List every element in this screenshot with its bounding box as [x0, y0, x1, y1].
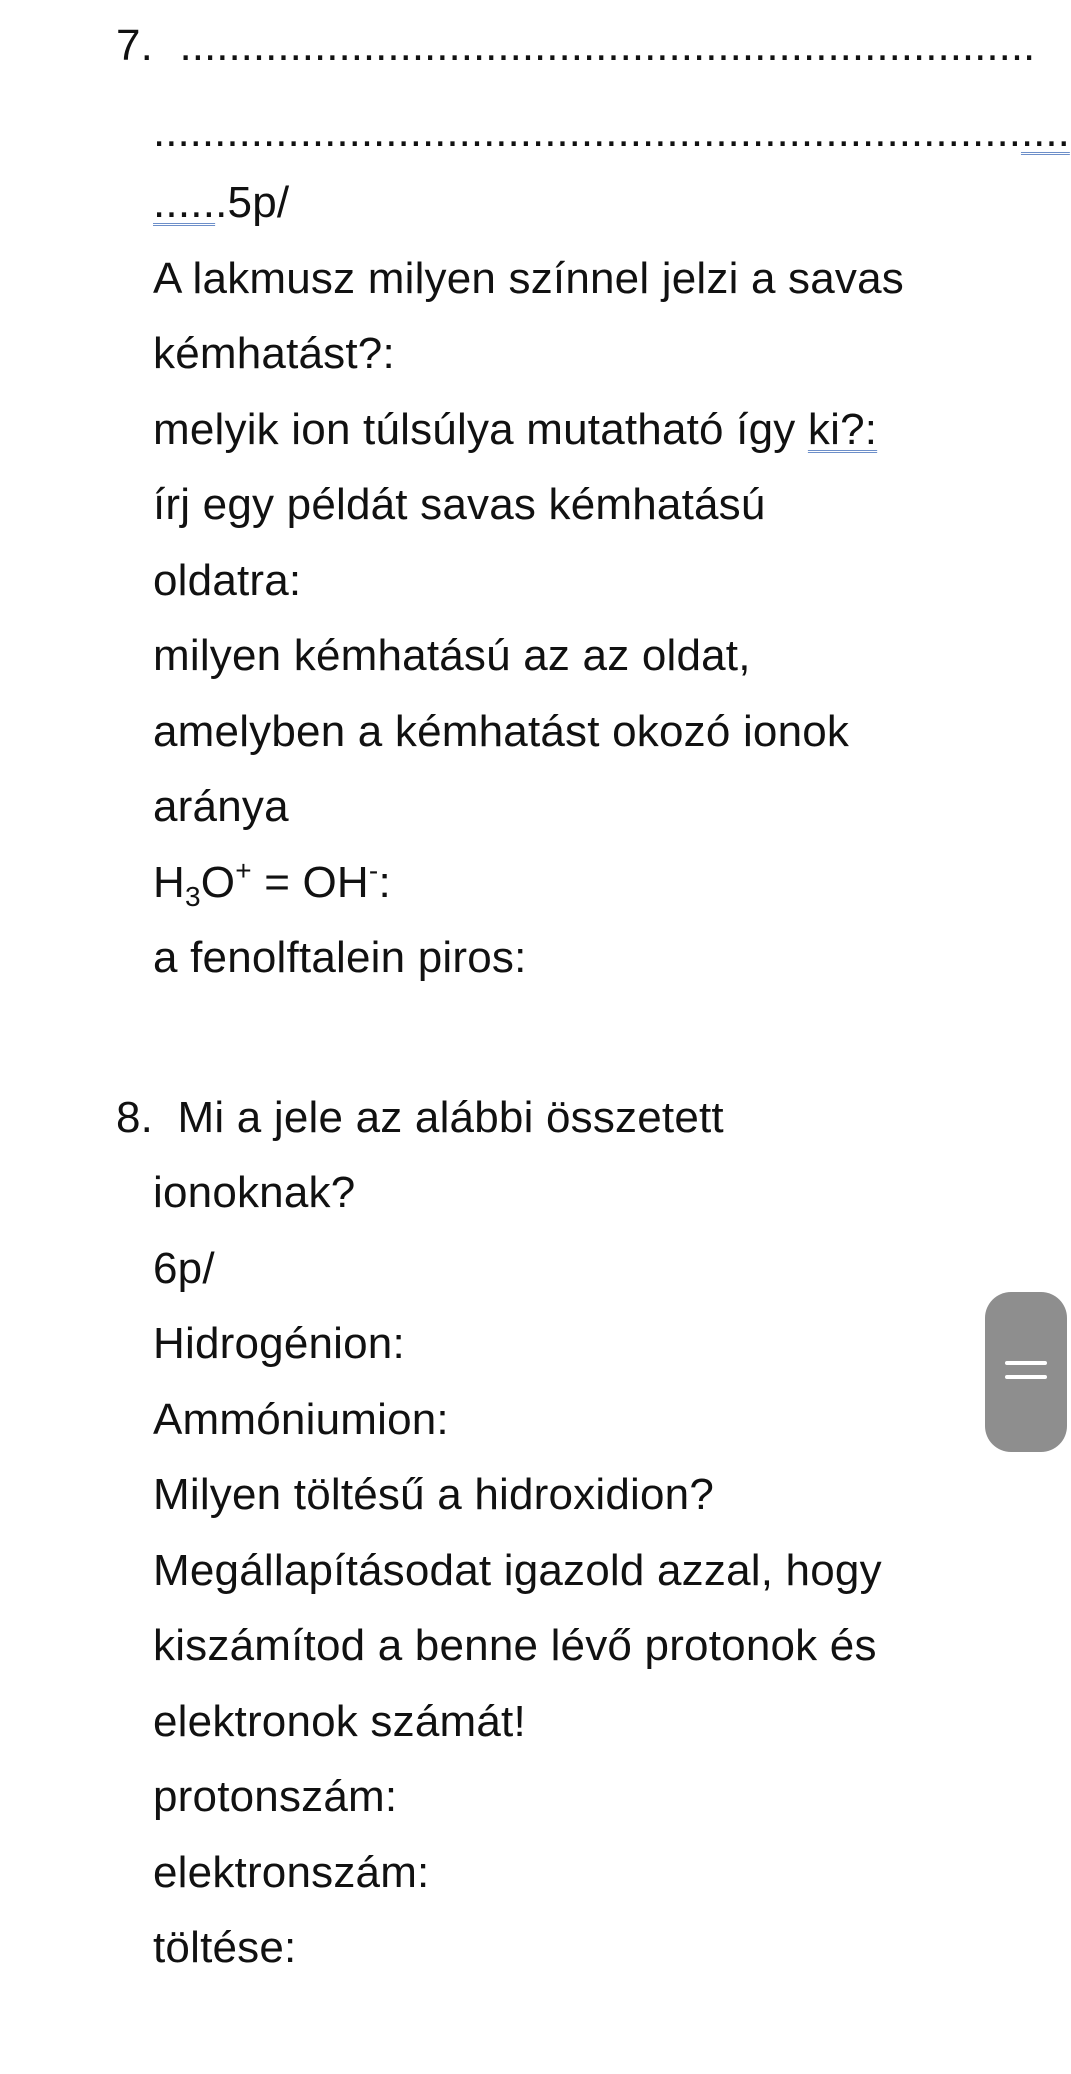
drag-handle-icon: [1005, 1361, 1047, 1365]
question-7-line: a fenolftalein piros:: [153, 933, 527, 982]
question-8-line: protonszám:: [153, 1772, 398, 1821]
question-8-line: elektronok számát!: [153, 1697, 526, 1746]
question-8-points: 6p/: [153, 1244, 215, 1293]
question-8-line: elektronszám:: [153, 1848, 430, 1897]
question-7-dots-line-1: ......................................................................: [179, 21, 1036, 70]
question-7-line: A lakmusz milyen színnel jelzi a savas: [153, 254, 905, 303]
question-7-line: kémhatást?:: [153, 329, 395, 378]
question-7-points: ......5p/: [153, 178, 290, 227]
question-7-ion-line: melyik ion túlsúlya mutatható így ki?:: [153, 405, 878, 454]
question-7-line: milyen kémhatású az az oldat,: [153, 631, 751, 680]
ion-ratio-formula: $H_3O^+ = OH^-$:: [153, 855, 391, 912]
question-8-line: ionoknak?: [153, 1168, 356, 1217]
question-7-line: oldatra:: [153, 556, 302, 605]
question-8-line: kiszámítod a benne lévő protonok és: [153, 1621, 877, 1670]
question-7-dots-line-2: ...........................................................................: [153, 107, 1070, 156]
question-8-line: töltése:: [153, 1923, 297, 1972]
question-7-line: amelyben a kémhatást okozó ionok: [153, 707, 850, 756]
question-8-number: 8.: [116, 1093, 154, 1142]
question-8-line: Hidrogénion:: [153, 1319, 405, 1368]
question-8-line: Megállapításodat igazold azzal, hogy: [153, 1546, 882, 1595]
scroll-drag-handle[interactable]: [985, 1292, 1067, 1452]
drag-handle-icon: [1005, 1375, 1047, 1379]
question-8-title: Mi a jele az alábbi összetett: [177, 1093, 724, 1142]
question-7-number: 7.: [116, 21, 154, 70]
question-8-line: Ammóniumion:: [153, 1395, 449, 1444]
question-7-line: aránya: [153, 782, 289, 831]
question-8-line: Milyen töltésű a hidroxidion?: [153, 1470, 714, 1519]
question-7-header: [116, 20, 1035, 72]
question-7-line: írj egy példát savas kémhatású: [153, 480, 766, 529]
question-8-header: [116, 1092, 724, 1144]
